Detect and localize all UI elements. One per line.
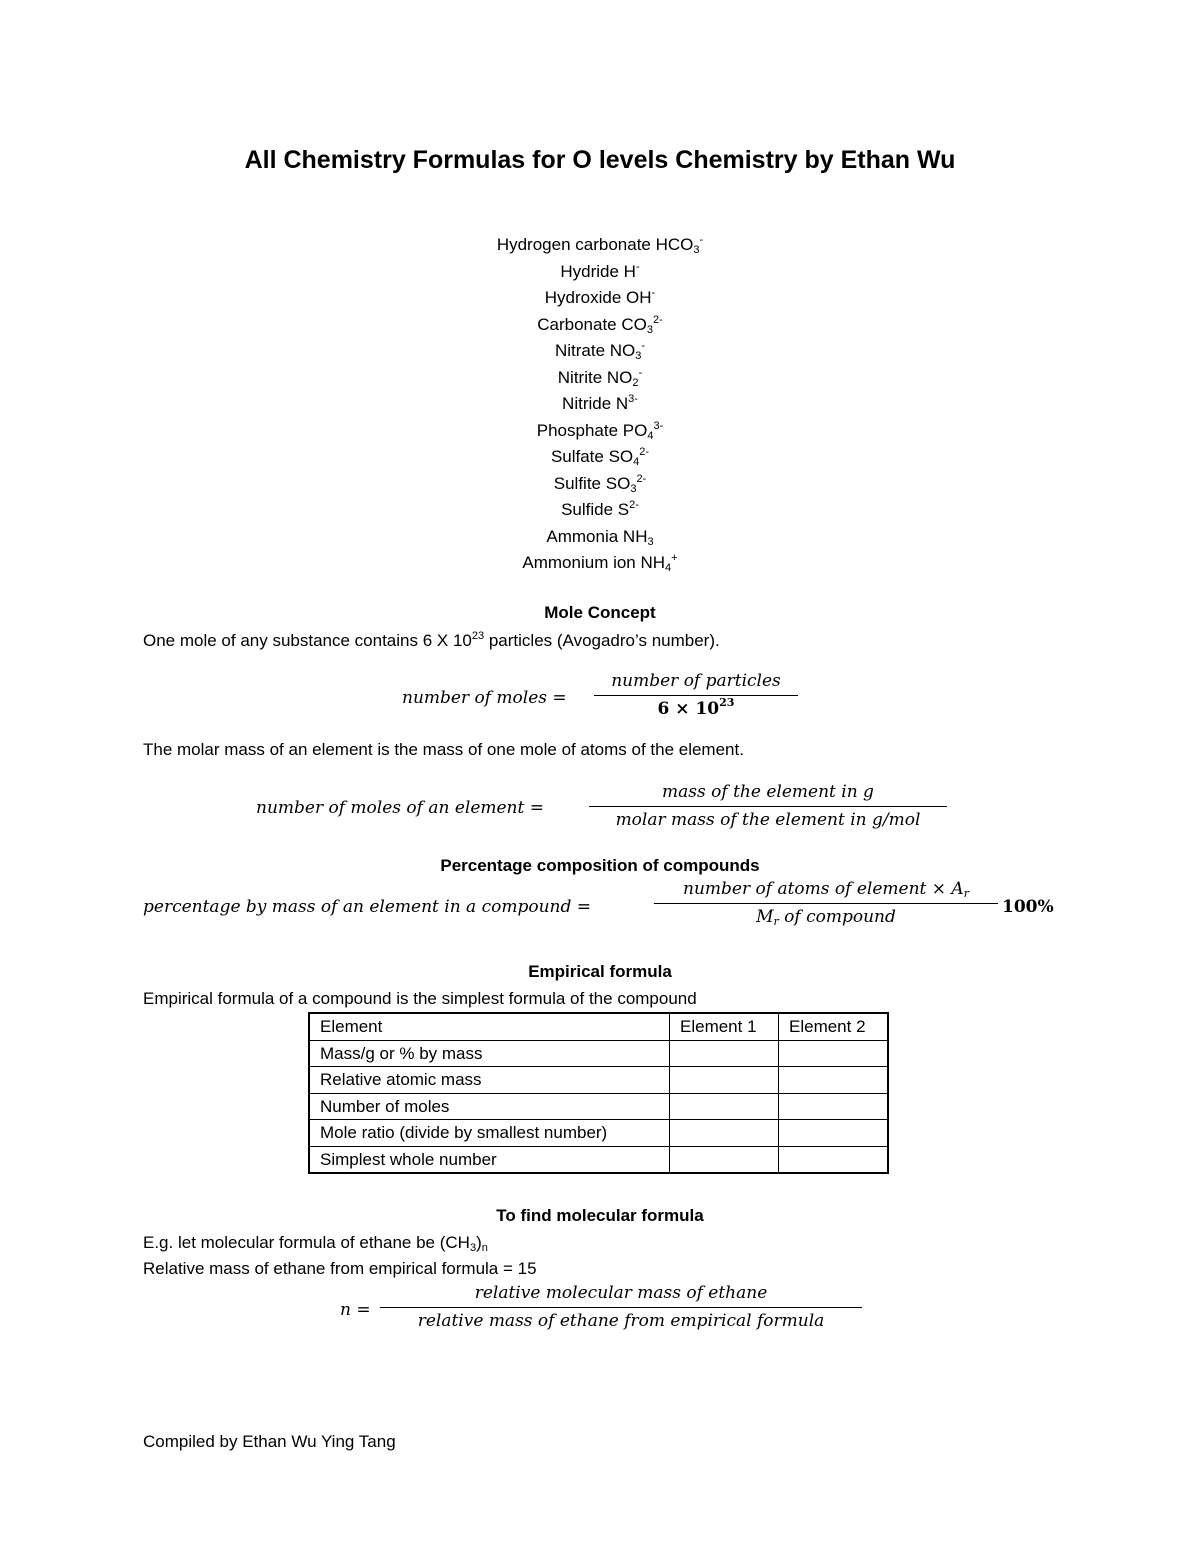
- ion-item: [0, 391, 1200, 418]
- ion-charge: -: [638, 366, 643, 379]
- empirical-formula-heading: Empirical formula: [528, 962, 672, 981]
- table-cell: [779, 1120, 889, 1147]
- ion-charge: 2-: [652, 313, 663, 326]
- ion-item: [0, 550, 1200, 577]
- ion-name: Hydride H: [560, 261, 636, 281]
- percentage-composition-heading: Percentage composition of compounds: [440, 856, 760, 875]
- example-text-b: ): [476, 1233, 482, 1252]
- table-cell: [779, 1146, 889, 1173]
- ion-item: [0, 471, 1200, 498]
- table-row: [309, 1040, 888, 1067]
- avogadro-exponent: 23: [471, 630, 485, 642]
- ion-item: [0, 312, 1200, 339]
- table-cell: Mole ratio (divide by smallest number): [309, 1120, 670, 1147]
- ion-name: Ammonium ion NH: [522, 553, 666, 572]
- table-cell: Simplest whole number: [309, 1146, 670, 1173]
- ion-charge: 2-: [629, 499, 639, 511]
- table-cell: [779, 1040, 889, 1067]
- ion-subscript: 4: [647, 429, 654, 442]
- table-header-row: [309, 1013, 888, 1040]
- ion-subscript: 3: [635, 350, 642, 362]
- ion-name: Hydrogen carbonate HCO: [496, 235, 694, 254]
- denominator-base: 6 × 10: [657, 699, 720, 719]
- ethane-example-text: [143, 1233, 488, 1253]
- table-header-cell: Element: [309, 1013, 670, 1040]
- moles-element-equation-lhs: number of moles of an element =: [256, 798, 544, 818]
- denominator-symbol: M: [756, 907, 774, 927]
- moles-element-denominator: molar mass of the element in g/mol: [615, 810, 921, 830]
- moles-equation-lhs: number of moles =: [402, 688, 567, 708]
- percentage-equation-lhs: percentage by mass of an element in a compound =: [143, 897, 592, 917]
- example-text-a: E.g. let molecular formula of ethane be (CH: [143, 1233, 470, 1252]
- moles-equation-fraction: [594, 671, 798, 719]
- n-equation-denominator: relative mass of ethane from empirical formula: [417, 1311, 825, 1331]
- ion-item: [0, 444, 1200, 471]
- ion-item: [0, 418, 1200, 445]
- avogadro-text-a: One mole of any substance contains 6 X 10: [143, 631, 472, 650]
- ion-name: Sulfide S: [561, 500, 630, 519]
- table-cell: Mass/g or % by mass: [309, 1040, 670, 1067]
- ion-item: [0, 259, 1200, 286]
- ion-charge: 3-: [653, 419, 664, 432]
- ion-item: [0, 524, 1200, 551]
- denominator-text: of compound: [778, 907, 896, 927]
- n-equation-fraction: [380, 1283, 862, 1331]
- ion-name: Phosphate PO: [536, 420, 648, 440]
- ion-item: [0, 338, 1200, 365]
- table-cell: [779, 1067, 889, 1094]
- ion-charge: 2-: [639, 446, 650, 458]
- table-header-cell: Element 2: [779, 1013, 889, 1040]
- relative-mass-text: Relative mass of ethane from empirical formula = 15: [143, 1259, 537, 1278]
- ion-subscript: 3: [630, 482, 637, 495]
- ion-name: Nitride N: [562, 394, 629, 413]
- percentage-equation-fraction: [654, 879, 998, 927]
- ion-charge: -: [635, 260, 640, 273]
- mole-concept-heading: Mole Concept: [544, 603, 656, 622]
- ion-name: Carbonate CO: [537, 314, 647, 334]
- ion-name: Hydroxide OH: [544, 288, 652, 307]
- ion-subscript: 4: [665, 562, 672, 574]
- table-header-cell: Element 1: [670, 1013, 779, 1040]
- moles-element-numerator: mass of the element in g: [589, 782, 947, 807]
- percentage-denominator: [654, 904, 998, 927]
- ion-subscript: 3: [646, 323, 653, 336]
- avogadro-text-b: particles (Avogadro’s number).: [484, 631, 720, 650]
- denominator-exponent: 23: [719, 696, 735, 709]
- table-row: [309, 1146, 888, 1173]
- table-row: [309, 1120, 888, 1147]
- ion-charge: -: [699, 234, 704, 246]
- moles-equation-denominator: [594, 696, 798, 719]
- table-cell: [670, 1120, 779, 1147]
- molecular-formula-heading: To find molecular formula: [496, 1206, 704, 1225]
- ion-name: Sulfate SO: [550, 447, 634, 466]
- table-cell: [670, 1040, 779, 1067]
- page-title: All Chemistry Formulas for O levels Chemistry by Ethan Wu: [244, 146, 956, 174]
- table-row: [309, 1093, 888, 1120]
- ion-charge: -: [641, 340, 646, 352]
- ion-list: [0, 232, 1200, 577]
- ion-charge: +: [671, 552, 678, 564]
- n-equation-numerator: relative molecular mass of ethane: [380, 1283, 862, 1308]
- ion-item: [0, 497, 1200, 524]
- numerator-subscript: r: [963, 887, 969, 900]
- ion-charge: 3-: [628, 393, 638, 405]
- table-cell: Number of moles: [309, 1093, 670, 1120]
- molar-mass-text: The molar mass of an element is the mass of one mole of atoms of the element.: [143, 740, 744, 759]
- ion-charge: -: [651, 287, 656, 299]
- ion-subscript: 4: [633, 456, 640, 468]
- ion-item: [0, 365, 1200, 392]
- ion-name: Sulfite SO: [553, 473, 631, 493]
- table-cell: [779, 1093, 889, 1120]
- table-cell: [670, 1067, 779, 1094]
- ion-name: Nitrite NO: [557, 367, 633, 387]
- percentage-numerator: [654, 879, 998, 904]
- numerator-text: number of atoms of element × A: [683, 879, 964, 899]
- empirical-formula-text: Empirical formula of a compound is the simplest formula of the compound: [143, 989, 697, 1008]
- avogadro-text: [143, 631, 720, 651]
- denominator-subscript: r: [773, 915, 779, 928]
- example-subscript: 3: [469, 1242, 477, 1254]
- example-subscript-n: n: [481, 1242, 488, 1254]
- ion-item: [0, 232, 1200, 259]
- ion-subscript: 2: [632, 376, 639, 389]
- percentage-suffix: 100%: [1002, 897, 1054, 917]
- ion-subscript: 3: [693, 244, 700, 256]
- ion-name: Ammonia NH: [546, 526, 648, 546]
- n-equation-lhs: n =: [340, 1300, 371, 1320]
- ion-subscript: 3: [647, 535, 654, 548]
- moles-element-equation-fraction: [589, 782, 947, 830]
- table-row: [309, 1067, 888, 1094]
- table-cell: Relative atomic mass: [309, 1067, 670, 1094]
- table-cell: [670, 1146, 779, 1173]
- ion-charge: 2-: [636, 472, 647, 485]
- table-cell: [670, 1093, 779, 1120]
- moles-equation-numerator: number of particles: [594, 671, 798, 696]
- footer-text: Compiled by Ethan Wu Ying Tang: [143, 1432, 396, 1451]
- ion-item: [0, 285, 1200, 312]
- empirical-formula-table: [308, 1012, 889, 1174]
- ion-name: Nitrate NO: [554, 341, 636, 360]
